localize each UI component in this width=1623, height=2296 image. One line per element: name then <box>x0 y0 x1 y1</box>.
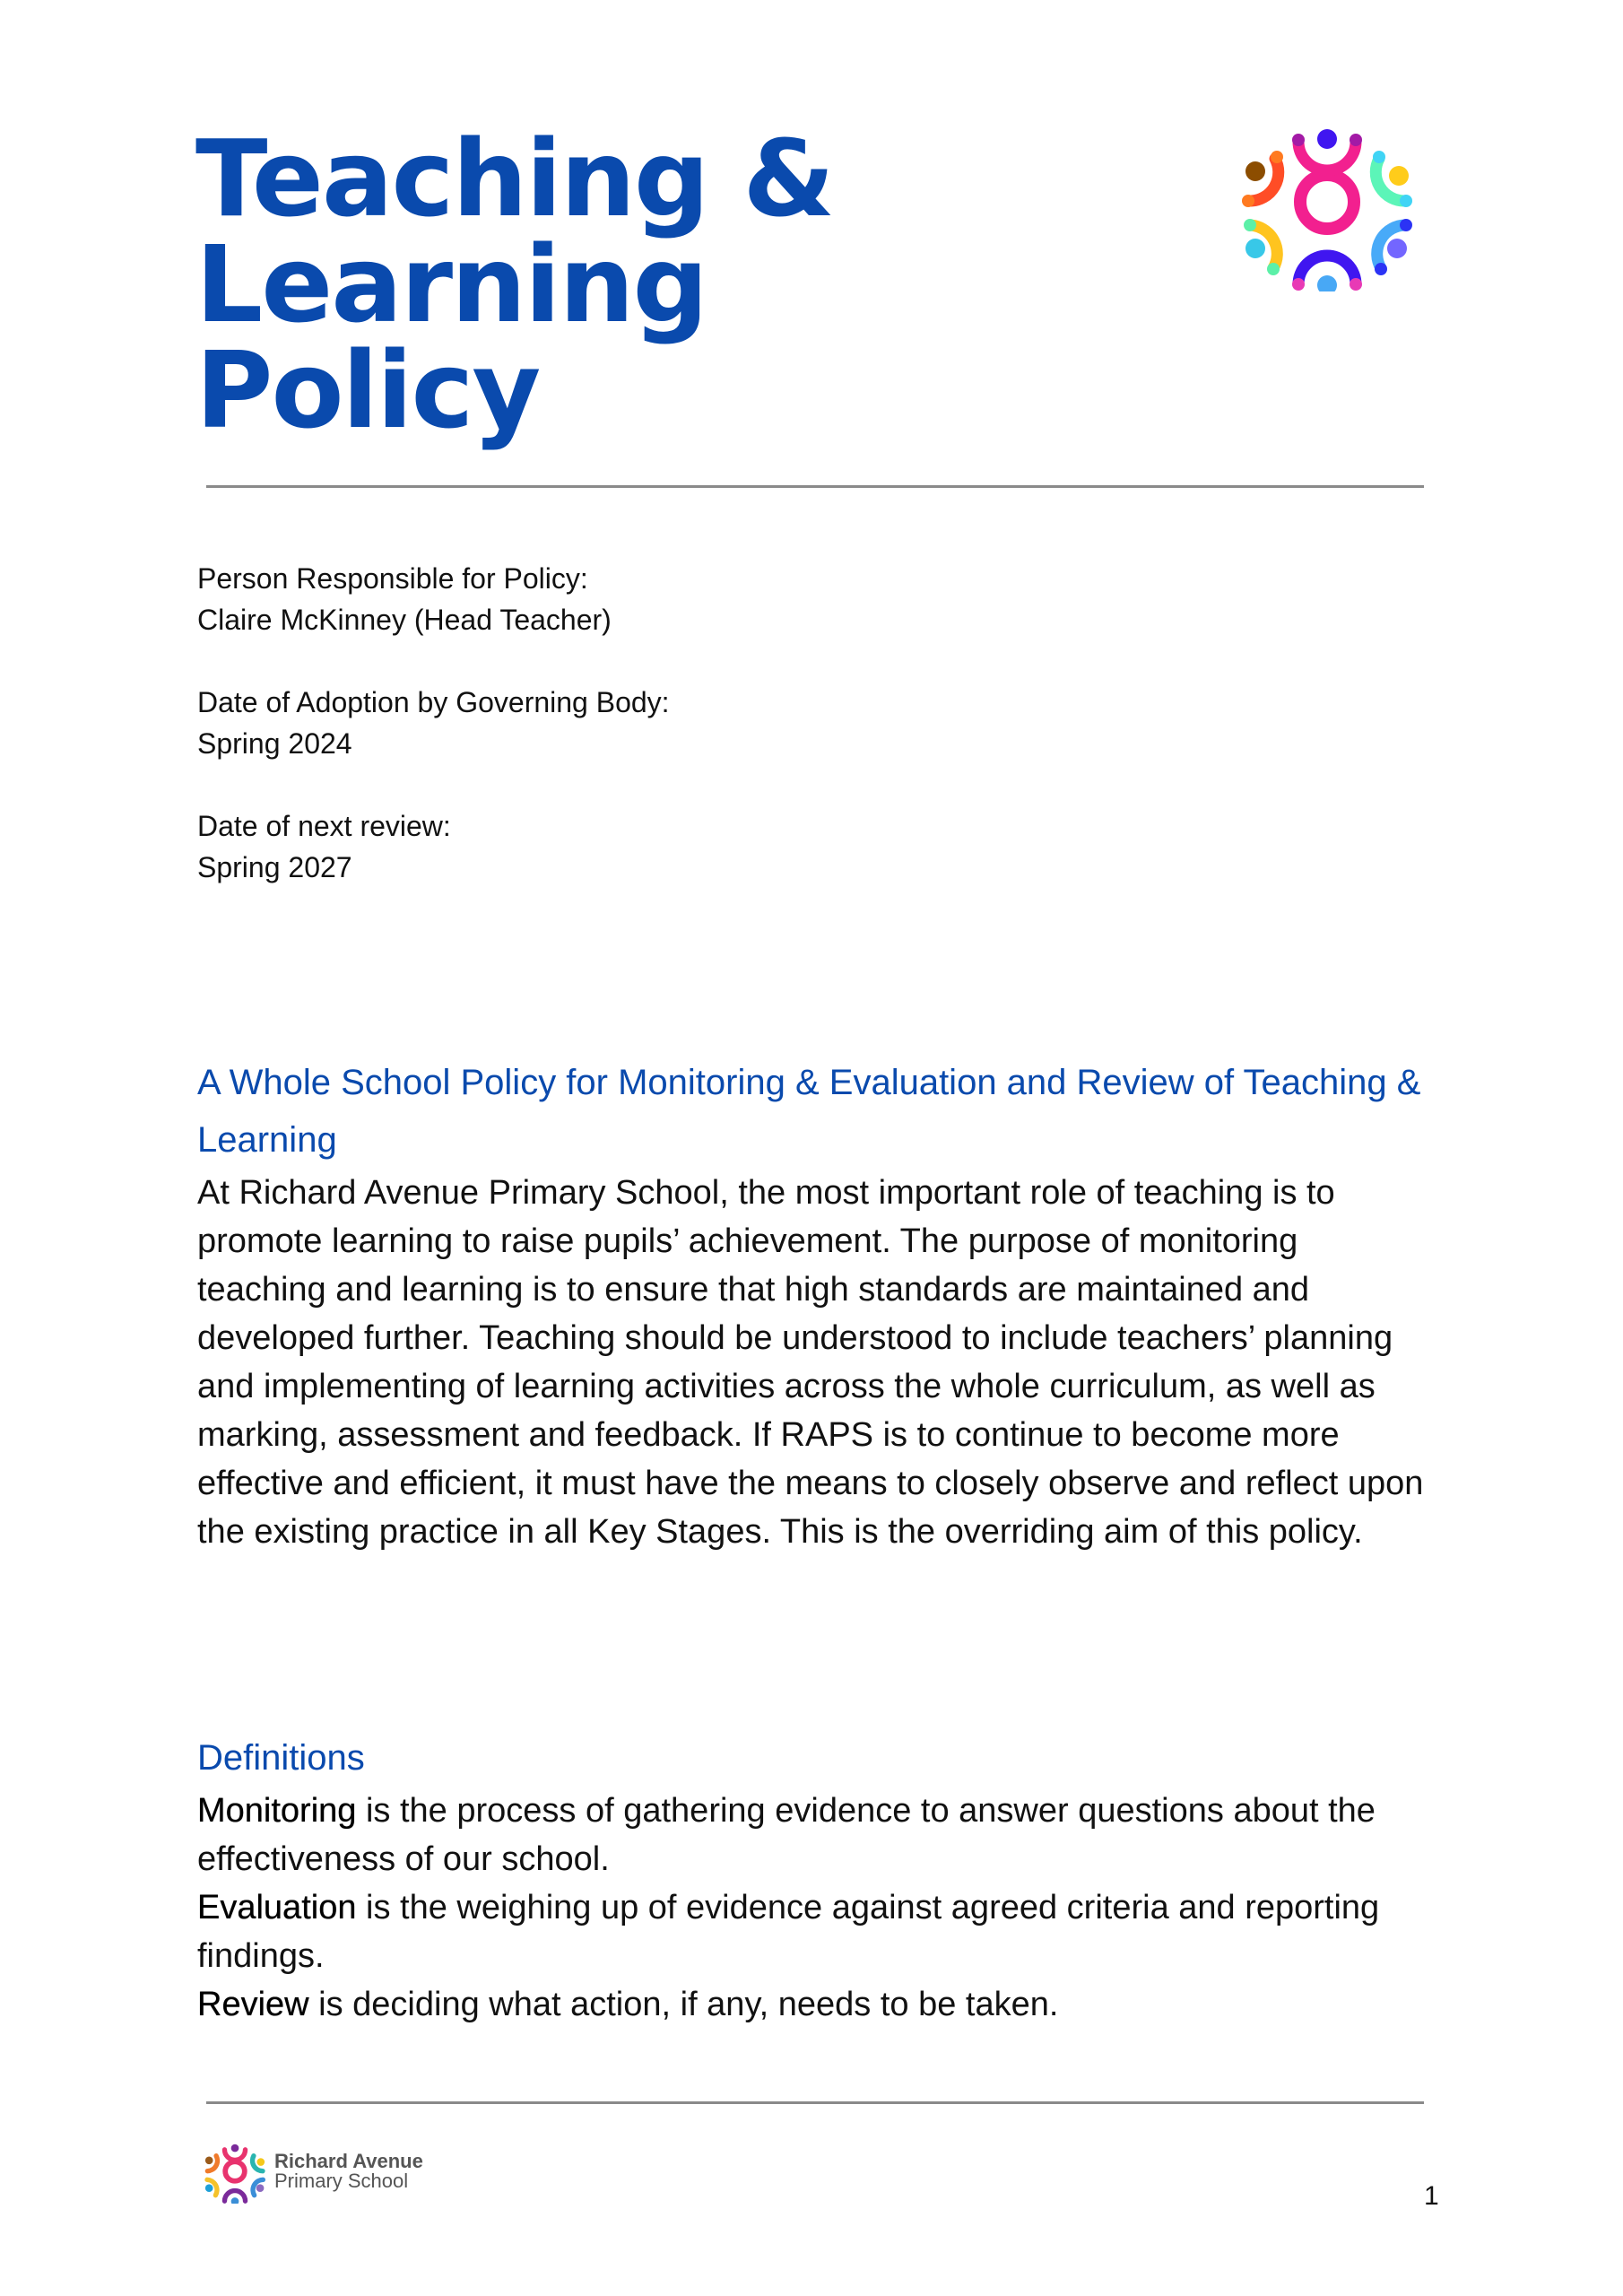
footer-school-logo <box>203 2139 423 2204</box>
definition-monitoring <box>197 1787 1435 1883</box>
adoption-date <box>197 682 670 764</box>
footer-school-name <box>274 2152 423 2191</box>
person-responsible <box>197 558 670 640</box>
section-body: At Richard Avenue Primary School, the most important role of teaching is to promote learning to raise pupils’ achievement. The purpose of monitoring teaching and learning is to ensure that high standards are maintained and developed further. Teaching should be understood to include teachers’ planning and implementing of learning activities across the whole curriculum, as well as marking, assessment and feedback. If RAPS is to continue to become more effective and efficient, it must have the means to closely observe and reflect upon the existing practice in all Key Stages. This is the overriding aim of this policy. <box>197 1174 1424 1551</box>
definitions-heading: Definitions <box>197 1738 365 1778</box>
footer-divider <box>206 2101 1424 2104</box>
title-line-2: Learning <box>195 222 707 346</box>
policy-intro-section <box>197 1054 1435 1556</box>
page-number: 1 <box>1424 2181 1439 2211</box>
page-title <box>195 117 834 452</box>
policy-metadata <box>197 558 670 929</box>
school-name-line2: Primary School <box>274 2170 409 2192</box>
adoption-label: Date of Adoption by Governing Body: <box>197 686 670 718</box>
school-logo-icon <box>203 2139 267 2204</box>
definition-term: Review <box>197 1986 309 2023</box>
definition-text: is deciding what action, if any, needs to be taken. <box>308 1986 1059 2023</box>
header-divider <box>206 485 1424 488</box>
definition-term: Evaluation <box>197 1889 357 1926</box>
definition-term: Monitoring <box>197 1792 357 1830</box>
review-label: Date of next review: <box>197 810 451 842</box>
definition-evaluation <box>197 1883 1435 1980</box>
title-line-1: Teaching & <box>195 117 834 240</box>
title-line-3: Policy <box>195 328 540 452</box>
review-date <box>197 805 670 888</box>
person-label: Person Responsible for Policy: <box>197 562 588 595</box>
definition-text: is the process of gathering evidence to answer questions about the effectiveness of our school. <box>197 1792 1376 1878</box>
school-name-line1: Richard Avenue <box>274 2150 423 2172</box>
school-logo-icon <box>1237 112 1417 291</box>
section-heading: A Whole School Policy for Monitoring & Evaluation and Review of Teaching & Learning <box>197 1063 1421 1160</box>
adoption-value: Spring 2024 <box>197 727 352 760</box>
person-value: Claire McKinney (Head Teacher) <box>197 604 612 636</box>
review-value: Spring 2027 <box>197 851 352 883</box>
definition-text: is the weighing up of evidence against agreed criteria and reporting findings. <box>197 1889 1380 1975</box>
definition-review <box>197 1980 1435 2029</box>
definitions-section <box>197 1729 1435 2029</box>
